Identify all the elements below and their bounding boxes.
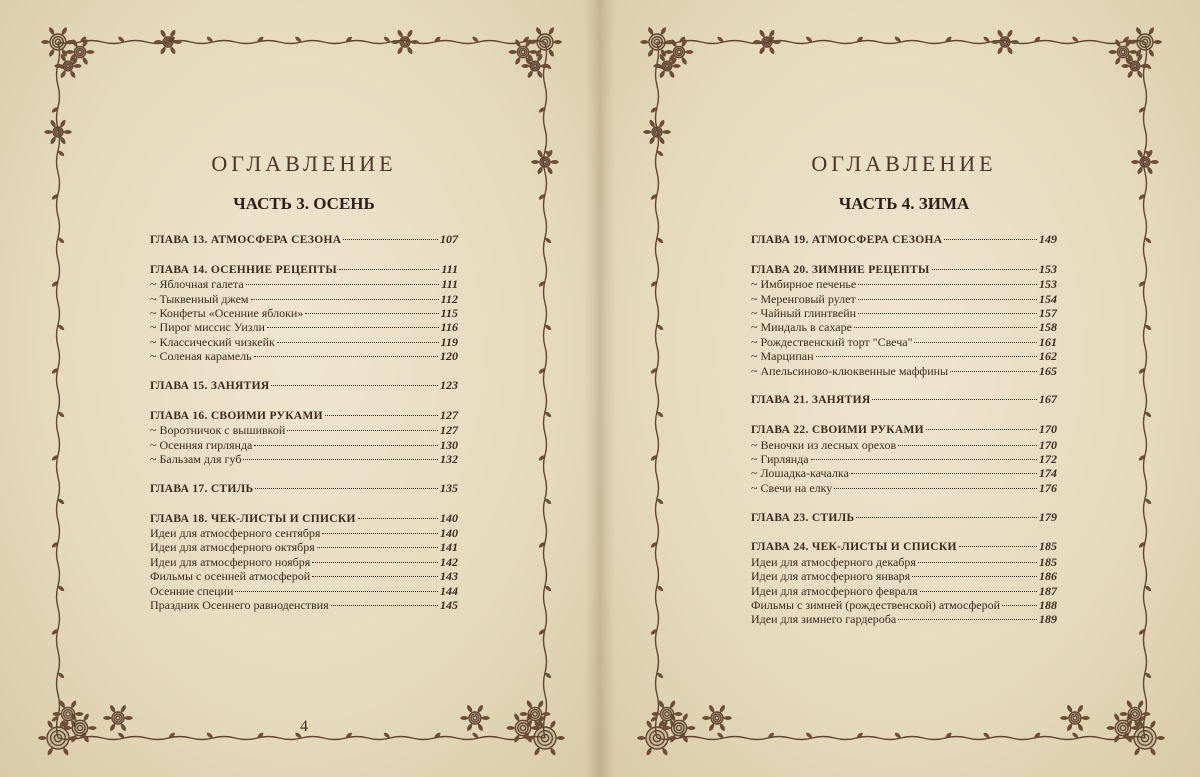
toc-item-row <box>150 584 458 598</box>
toc-entry-title: Идеи для атмосферного февраля <box>751 583 918 598</box>
dot-leader <box>277 342 439 343</box>
dot-leader <box>959 546 1037 547</box>
toc-page-number: 107 <box>440 232 458 246</box>
toc-page-number: 112 <box>440 291 458 306</box>
toc-spacer <box>150 393 458 407</box>
toc-entry-title: Идеи для атмосферного октября <box>150 540 315 555</box>
page-number: 4 <box>300 718 308 735</box>
dot-leader <box>944 239 1037 240</box>
toc-entry-title: ГЛАВА 20. ЗИМНИЕ РЕЦЕПТЫ <box>751 263 930 276</box>
toc-page-number: 185 <box>1039 539 1057 554</box>
toc-heading: ОГЛАВЛЕНИЕ <box>811 151 997 176</box>
toc-heading: ОГЛАВЛЕНИЕ <box>211 151 397 176</box>
dot-leader <box>816 356 1037 357</box>
dot-leader <box>235 591 438 592</box>
toc-chapter-row <box>150 232 458 247</box>
toc-item-row <box>751 335 1057 349</box>
dot-leader <box>251 299 439 300</box>
toc-entry-title: ~ Яблочная галета <box>150 277 244 292</box>
toc-chapter-row <box>150 378 458 393</box>
toc-entry-title: ~ Пирог миссис Уизли <box>150 320 265 335</box>
toc-chapter-row <box>150 511 458 526</box>
toc-spacer <box>150 496 458 510</box>
toc-spacer <box>150 247 458 261</box>
toc-page-number: 111 <box>441 277 458 292</box>
toc-entry-title: Идеи для атмосферного января <box>751 569 911 584</box>
part-title: ЧАСТЬ 4. ЗИМА <box>838 194 970 213</box>
dot-leader <box>339 269 439 270</box>
toc-chapter-row <box>150 481 458 496</box>
toc-chapter-row <box>751 262 1057 277</box>
toc-page-number: 144 <box>440 583 458 598</box>
right-page <box>600 0 1200 777</box>
toc-entry-title: ~ Миндаль в сахаре <box>751 320 852 335</box>
toc-page-number: 167 <box>1039 392 1057 407</box>
toc-item-row <box>150 349 458 363</box>
dot-leader <box>856 517 1037 518</box>
toc-entry-title: ~ Гирлянда <box>751 452 809 467</box>
toc-entry-title: Фильмы с осенней атмосферой <box>150 569 311 584</box>
dot-leader <box>243 459 438 460</box>
toc-page-number: 189 <box>1039 612 1057 627</box>
toc-item-row <box>751 438 1057 452</box>
toc-spacer <box>150 364 458 378</box>
part-title: ЧАСТЬ 3. ОСЕНЬ <box>233 194 375 213</box>
toc-page-number: 188 <box>1039 598 1057 613</box>
dot-leader <box>920 591 1037 592</box>
toc-page-number: 123 <box>440 378 458 393</box>
toc-entry-title: ~ Меренговый рулет <box>751 291 856 306</box>
dot-leader <box>246 284 440 285</box>
toc-item-row <box>150 526 458 540</box>
toc-spacer <box>150 466 458 480</box>
dot-leader <box>312 576 438 577</box>
dot-leader <box>305 313 438 314</box>
toc-entry-title: ~ Марципан <box>751 349 814 364</box>
toc-page-number: 115 <box>440 306 458 321</box>
toc-item-row <box>751 349 1057 363</box>
dot-leader <box>898 619 1037 620</box>
toc-item-row <box>751 555 1057 569</box>
toc-item-row <box>751 584 1057 598</box>
toc-spacer <box>751 378 1057 392</box>
toc-item-row <box>150 452 458 466</box>
toc-item-row <box>150 423 458 437</box>
dot-leader <box>914 342 1037 343</box>
toc-entry-title: Идеи для атмосферного ноября <box>150 554 311 569</box>
toc-spacer <box>751 525 1057 539</box>
toc-entry-title: ГЛАВА 23. СТИЛЬ <box>751 511 855 524</box>
toc-item-row <box>751 481 1057 495</box>
dot-leader <box>271 385 438 386</box>
toc-item-row <box>150 598 458 612</box>
toc-chapter-row <box>150 262 458 277</box>
dot-leader <box>811 459 1037 460</box>
toc-entry-title: ГЛАВА 24. ЧЕК-ЛИСТЫ И СПИСКИ <box>751 541 957 554</box>
toc-entry-title: ГЛАВА 16. СВОИМИ РУКАМИ <box>150 409 323 422</box>
toc-page-number: 127 <box>440 423 458 438</box>
toc-item-row <box>150 540 458 554</box>
dot-leader <box>312 562 438 563</box>
dot-leader <box>858 299 1037 300</box>
toc-entry-title: Фильмы с зимней (рождественской) атмосферой <box>751 598 1001 613</box>
toc-page-number: 135 <box>440 480 458 495</box>
toc-entry-title: ~ Имбирное печенье <box>751 277 857 292</box>
toc-entry-title: ГЛАВА 15. ЗАНЯТИЯ <box>150 380 270 393</box>
toc-item-row <box>150 335 458 349</box>
toc-spacer <box>751 495 1057 509</box>
toc-page-number: 172 <box>1039 452 1057 467</box>
dot-leader <box>325 415 438 416</box>
toc-right <box>751 150 1057 627</box>
toc-entry-title: ГЛАВА 18. ЧЕК-ЛИСТЫ И СПИСКИ <box>150 512 356 525</box>
dot-leader <box>858 284 1037 285</box>
gutter-shadow <box>585 0 615 777</box>
toc-page-number: 119 <box>440 334 458 349</box>
dot-leader <box>322 533 438 534</box>
toc-page-number: 157 <box>1039 306 1057 321</box>
dot-leader <box>851 473 1037 474</box>
dot-leader <box>912 576 1037 577</box>
toc-item-row <box>751 306 1057 320</box>
toc-spacer <box>751 408 1057 422</box>
toc-page-number: 130 <box>440 437 458 452</box>
toc-item-row <box>751 452 1057 466</box>
dot-leader <box>918 562 1037 563</box>
toc-page-number: 153 <box>1039 277 1057 292</box>
toc-item-row <box>150 292 458 306</box>
dot-leader <box>331 605 438 606</box>
toc-entry-title: ~ Свечи на елку <box>751 480 833 495</box>
toc-page-number: 153 <box>1039 261 1057 276</box>
dot-leader <box>317 547 438 548</box>
toc-page-number: 111 <box>441 261 458 276</box>
toc-entry-title: ГЛАВА 21. ЗАНЯТИЯ <box>751 394 871 407</box>
dot-leader <box>255 488 438 489</box>
toc-entry-title: Праздник Осеннего равноденствия <box>150 598 329 613</box>
toc-item-row <box>751 569 1057 583</box>
dot-leader <box>343 239 438 240</box>
dot-leader <box>254 356 438 357</box>
toc-entry-title: ~ Тыквенный джем <box>150 291 249 306</box>
toc-page-number: 154 <box>1039 291 1057 306</box>
toc-chapter-row <box>751 232 1057 247</box>
toc-entry-title: Осенние специи <box>150 583 234 598</box>
toc-chapter-row <box>751 539 1057 554</box>
dot-leader <box>854 327 1037 328</box>
toc-entry-title: Идеи для атмосферного декабря <box>751 554 916 569</box>
toc-item-row <box>751 292 1057 306</box>
toc-item-row <box>751 466 1057 480</box>
toc-entry-title: ~ Осенняя гирлянда <box>150 437 253 452</box>
dot-leader <box>267 327 439 328</box>
toc-page-number: 165 <box>1039 363 1057 378</box>
dot-leader <box>858 313 1037 314</box>
toc-page-number: 149 <box>1039 232 1057 246</box>
dot-leader <box>1002 605 1037 606</box>
toc-page-number: 140 <box>440 526 458 541</box>
toc-page-number: 132 <box>440 452 458 467</box>
toc-entry-title: ГЛАВА 14. ОСЕННИЕ РЕЦЕПТЫ <box>150 263 337 276</box>
toc-entry-title: ГЛАВА 22. СВОИМИ РУКАМИ <box>751 424 924 437</box>
toc-page-number: 170 <box>1039 422 1057 437</box>
dot-leader <box>254 445 438 446</box>
toc-entry-title: ГЛАВА 19. АТМОСФЕРА СЕЗОНА <box>751 234 943 246</box>
dot-leader <box>950 371 1037 372</box>
toc-item-row <box>150 306 458 320</box>
toc-chapter-row <box>751 422 1057 437</box>
toc-entry-title: ~ Бальзам для губ <box>150 452 242 467</box>
toc-item-row <box>751 612 1057 626</box>
toc-left <box>150 150 458 612</box>
toc-entry-title: ~ Чайный глинтвейн <box>751 306 857 321</box>
dot-leader <box>358 518 438 519</box>
toc-item-row <box>150 277 458 291</box>
toc-entry-title: Идеи для зимнего гардероба <box>751 612 897 627</box>
toc-chapter-row <box>751 392 1057 407</box>
toc-page-number: 185 <box>1039 554 1057 569</box>
toc-page-number: 127 <box>440 407 458 422</box>
toc-entry-title: Идеи для атмосферного сентября <box>150 526 321 541</box>
toc-item-row <box>751 277 1057 291</box>
toc-page-number: 176 <box>1039 480 1057 495</box>
toc-page-number: 161 <box>1039 334 1057 349</box>
toc-entry-title: ~ Соленая карамель <box>150 349 252 364</box>
toc-entry-title: ~ Веночки из лесных орехов <box>751 437 897 452</box>
dot-leader <box>872 399 1037 400</box>
toc-item-row <box>150 320 458 334</box>
toc-page-number: 116 <box>440 320 458 335</box>
toc-page-number: 179 <box>1039 509 1057 524</box>
dot-leader <box>287 430 438 431</box>
toc-page-number: 140 <box>440 510 458 525</box>
toc-entry-title: ~ Конфеты «Осенние яблоки» <box>150 306 304 321</box>
toc-list <box>751 232 1057 627</box>
dot-leader <box>898 445 1037 446</box>
toc-page-number: 186 <box>1039 569 1057 584</box>
toc-page-number: 141 <box>440 540 458 555</box>
toc-entry-title: ~ Лошадка-качалка <box>751 466 849 481</box>
toc-entry-title: ~ Рождественский торт "Свеча" <box>751 334 913 349</box>
toc-entry-title: ГЛАВА 17. СТИЛЬ <box>150 482 254 495</box>
toc-item-row <box>751 598 1057 612</box>
toc-entry-title: ГЛАВА 13. АТМОСФЕРА СЕЗОНА <box>150 234 342 246</box>
toc-page-number: 170 <box>1039 437 1057 452</box>
dot-leader <box>932 269 1037 270</box>
toc-item-row <box>150 555 458 569</box>
toc-item-row <box>751 320 1057 334</box>
toc-page-number: 143 <box>440 569 458 584</box>
toc-page-number: 142 <box>440 554 458 569</box>
toc-chapter-row <box>150 408 458 423</box>
toc-item-row <box>150 438 458 452</box>
toc-entry-title: ~ Апельсиново-клюквенные маффины <box>751 363 949 378</box>
toc-spacer <box>751 247 1057 261</box>
dot-leader <box>834 488 1037 489</box>
dot-leader <box>926 429 1037 430</box>
toc-chapter-row <box>751 510 1057 525</box>
toc-list <box>150 232 458 612</box>
toc-entry-title: ~ Классический чизкейк <box>150 334 275 349</box>
toc-page-number: 162 <box>1039 349 1057 364</box>
toc-item-row <box>150 569 458 583</box>
toc-page-number: 174 <box>1039 466 1057 481</box>
toc-entry-title: ~ Воротничок с вышивкой <box>150 423 286 438</box>
toc-page-number: 145 <box>440 598 458 613</box>
toc-page-number: 187 <box>1039 583 1057 598</box>
toc-item-row <box>751 364 1057 378</box>
toc-page-number: 158 <box>1039 320 1057 335</box>
toc-page-number: 120 <box>440 349 458 364</box>
